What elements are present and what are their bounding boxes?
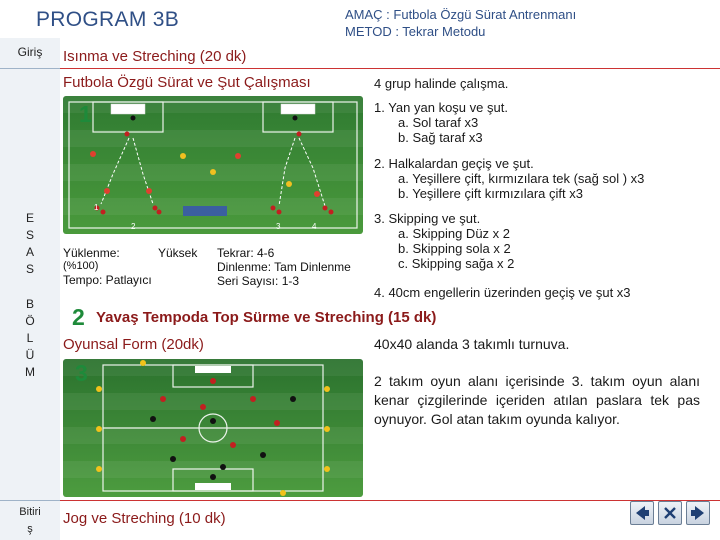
- part3-desc-1: 40x40 alanda 3 takımlı turnuva.: [374, 336, 570, 352]
- rest-label: Dinlenme:: [217, 260, 272, 274]
- section-divider: [60, 68, 720, 69]
- sidebar-letter: L: [26, 331, 34, 345]
- sidebar-letter: E: [25, 211, 34, 225]
- sidebar-letter: Ö: [25, 314, 35, 328]
- tempo: Tempo: Patlayıcı: [63, 273, 152, 287]
- next-slide-button[interactable]: [686, 501, 710, 525]
- sidebar-letter: S: [25, 262, 34, 276]
- reps: Tekrar: 4-6: [217, 246, 275, 260]
- sidebar-letter: S: [25, 228, 34, 242]
- load-label: Yüklenme:: [63, 246, 120, 260]
- method-text: METOD : Tekrar Metodu: [345, 24, 486, 39]
- part3-number: 3: [75, 360, 88, 386]
- instructions-intro: 4 grup halinde çalışma.: [374, 76, 509, 91]
- part2-title: Yavaş Tempoda Top Sürme ve Streching (15 dk): [96, 309, 437, 326]
- sidebar-letter: B: [25, 297, 34, 311]
- part2-number: 2: [72, 304, 85, 330]
- instruction-subitem: b. Sağ taraf x3: [398, 130, 483, 145]
- instruction-item-3: [374, 211, 514, 271]
- sidebar-divider: [0, 500, 60, 501]
- sidebar-end-line: Bitiri: [19, 506, 41, 518]
- field-label: 4: [312, 222, 317, 231]
- field-label: 2: [131, 222, 136, 231]
- part3-title: Oyunsal Form (20dk): [63, 336, 204, 353]
- load-percent: (%100): [63, 260, 99, 272]
- sets: Seri Sayısı: 1-3: [217, 274, 300, 288]
- load-value: Yüksek: [158, 246, 198, 260]
- rest: [217, 260, 351, 274]
- warmup-title: Isınma ve Streching (20 dk): [63, 48, 247, 65]
- sidebar-letter: M: [25, 365, 35, 379]
- instruction-text: 3. Skipping ve şut.: [374, 211, 481, 226]
- instruction-subitem: b. Yeşillere çift kırmızılara çift x3: [398, 186, 583, 201]
- sidebar: [0, 38, 60, 540]
- sidebar-main-label-top: [0, 210, 60, 278]
- home-button[interactable]: [658, 501, 682, 525]
- sidebar-divider: [0, 68, 60, 69]
- program-title: PROGRAM 3B: [36, 8, 180, 31]
- section-divider: [60, 500, 720, 501]
- instruction-item-1: [374, 100, 508, 145]
- arrow-right-icon: [687, 502, 709, 524]
- part1-title: Futbola Özgü Sürat ve Şut Çalışması: [63, 74, 311, 91]
- program-aim: [345, 6, 576, 40]
- instruction-subitem: a. Sol taraf x3: [398, 115, 479, 130]
- part3-desc-2: 2 takım oyun alanı içerisinde 3. takım oyun alanı kenar çizgilerinde içeriden atılan paslara tek pas oynuyor. Gol atan takım oyunda kalıyor.: [374, 373, 700, 427]
- instruction-subitem: b. Skipping sola x 2: [398, 241, 511, 256]
- instruction-item-4: 4. 40cm engellerin üzerinden geçiş ve şut x3: [374, 285, 631, 300]
- sidebar-intro-label: Giriş: [17, 45, 43, 59]
- instruction-item-2: [374, 156, 644, 201]
- prev-slide-button[interactable]: [630, 501, 654, 525]
- instruction-subitem: a. Yeşillere çift, kırmızılara tek (sağ sol ) x3: [398, 171, 645, 186]
- aim-text: AMAÇ : Futbola Özgü Sürat Antrenmanı: [345, 7, 577, 22]
- sidebar-end-line: ş: [27, 523, 33, 535]
- instruction-subitem: c. Skipping sağa x 2: [398, 256, 515, 271]
- instruction-text: 1. Yan yan koşu ve şut.: [374, 100, 508, 115]
- sidebar-main-label-bottom: [0, 296, 60, 381]
- sidebar-letter: Ü: [25, 348, 35, 362]
- sidebar-end-label: [0, 504, 60, 538]
- instruction-text: 2. Halkalardan geçiş ve şut.: [374, 156, 534, 171]
- sidebar-letter: A: [25, 245, 34, 259]
- arrow-left-icon: [631, 502, 653, 524]
- field-label: 1: [94, 203, 99, 212]
- rest-value: Tam Dinlenme: [274, 260, 351, 274]
- x-icon: [659, 502, 681, 524]
- part1-number: 1: [79, 101, 92, 127]
- drill-field-image: [63, 96, 363, 234]
- instruction-subitem: a. Skipping Düz x 2: [398, 226, 511, 241]
- cooldown-title: Jog ve Streching (10 dk): [63, 510, 226, 527]
- field-label: 3: [276, 222, 281, 231]
- game-field-image: [63, 359, 363, 497]
